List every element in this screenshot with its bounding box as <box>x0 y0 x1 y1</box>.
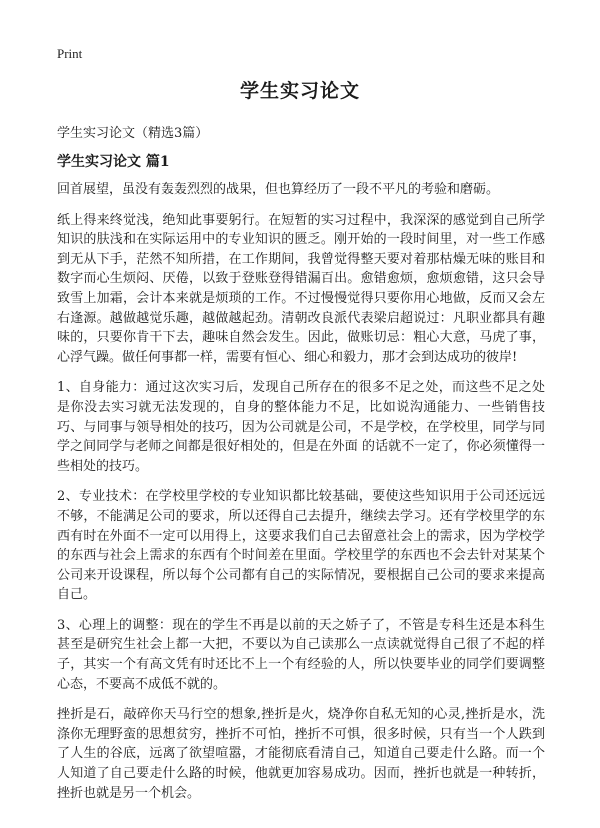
paragraph-self-ability: 1、自身能力：通过这次实习后，发现自己所存在的很多不足之处，而这些不足之处是你没去实习就无法发现的，自身的整体能力不足，比如说沟通能力、一些销售技巧、与同事与领导相处的技巧，因为公司就是公司，不是学校，在学校里，同学与同学之间同学与老师之间都是很好相处的，但是在外面 的话就不一定了，你必须懂得一些相处的技巧。 <box>57 380 545 474</box>
paragraph-practice: 纸上得来终觉浅，绝知此事要躬行。在短暂的实习过程中，我深深的感觉到自己所学知识的肤浅和在实际运用中的专业知识的匮乏。刚开始的一段时间里，对一些工作感到无从下手，茫然不知所措，在工作期间，我曾觉得整天要对着那枯燥无味的账目和数字而心生烦闷、厌倦，以致于登账登得错漏百出。愈错愈烦，愈烦愈错，这只会导致雪上加霜，会计本来就是烦琐的工作。不过慢慢觉得只要你用心地做，反而又会左右逢源。越做越觉乐趣，越做越起劲。清朝改良派代表梁启超说过：凡职业都具有趣味的，只要你肯干下去，趣味自然会发生。因此，做账切忌：粗心大意，马虎了事，心浮气躁。做任何事都一样，需要有恒心、细心和毅力，那才会到达成功的彼岸! <box>57 212 545 365</box>
page-title: 学生实习论文 <box>239 80 360 102</box>
print-link[interactable]: Print <box>57 46 83 61</box>
paragraph-setbacks: 挫折是石，敲碎你天马行空的想象,挫折是火，烧净你自私无知的心灵,挫折是水，洗涤你无理野蛮的思想贫穷，挫折不可怕，挫折不可惧，很多时候，只有当一个人跌到了人生的谷底，远离了欲望喧嚣，才能彻底看清自己，知道自己要走什么路。而一个人知道了自己要走什么路的时候，他就更加容易成功。因而，挫折也就是一种转折，挫折也就是另一个机会。 <box>57 707 545 801</box>
paragraph-intro: 回首展望，虽没有轰轰烈烈的战果，但也算经历了一段不平凡的考验和磨砺。 <box>57 182 500 197</box>
section-heading: 学生实习论文 篇1 <box>57 154 170 170</box>
paragraph-mindset: 3、心理上的调整：现在的学生不再是以前的天之娇子了，不管是专科生还是本科生甚至是研究生社会上都一大把，不要以为自己读那么一点读就觉得自己很了不起的样子，其实一个有高文凭有时还比不上一个有经验的人，所以快要毕业的同学们要调整心态，不要高不成低不就的。 <box>57 617 545 692</box>
document-subtitle: 学生实习论文（精选3篇） <box>57 126 209 141</box>
article-body <box>57 180 545 814</box>
paragraph-professional-skills: 2、专业技术：在学校里学校的专业知识都比较基础，要使这些知识用于公司还远远不够，不能满足公司的要求，所以还得自己去提升，继续去学习。还有学校里学的东西有时在外面不一定可以用得上，这要求我们自己去留意社会上的需求，因为学校学的东西与社会上需求的东西有个时间差在里面。学校里学的东西也不会去针对某某个公司来开设课程，所以每个公司都有自己的实际情况，要根据自己公司的要求来提高自己。 <box>57 489 545 603</box>
